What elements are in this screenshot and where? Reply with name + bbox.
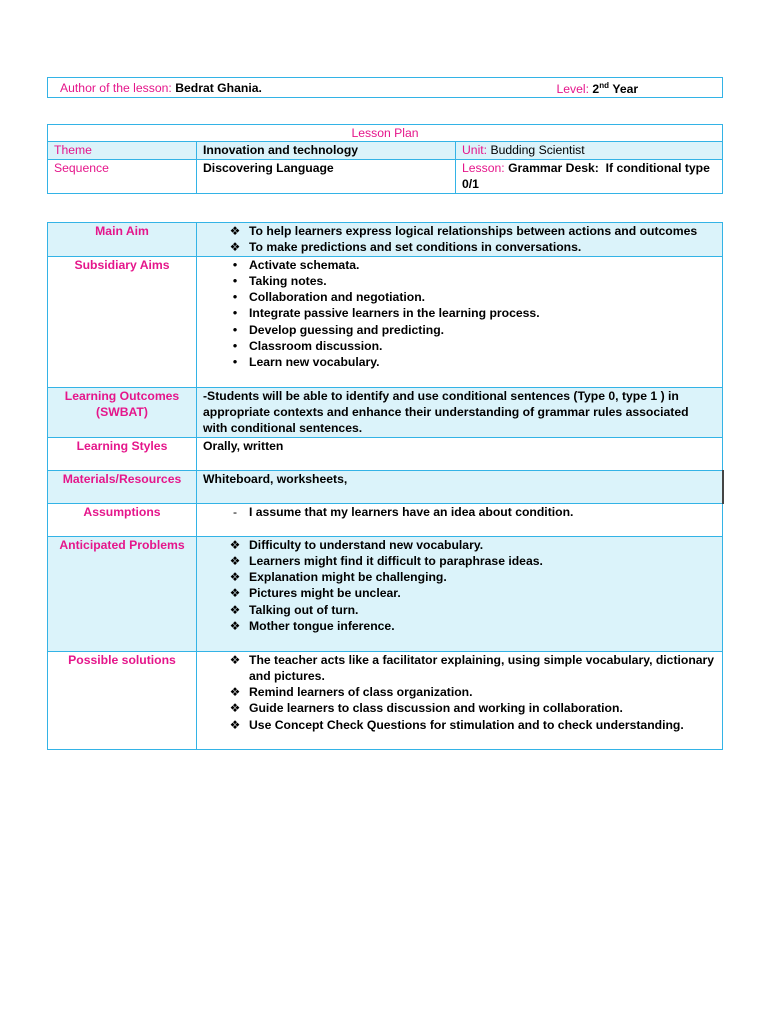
list-item-text: Talking out of turn. [249,602,359,617]
plan-table [47,222,724,750]
assumptions-row [48,503,723,536]
dot-bullet-icon: • [232,354,238,370]
main-aim-list [203,223,716,256]
list-item [203,273,716,289]
list-item-text: Remind learners of class organization. [249,685,473,700]
unit-label: Unit: [462,143,488,158]
learning-styles-row [48,437,723,470]
dot-bullet-icon: • [232,256,238,272]
list-item [203,717,716,733]
list-item-text: Mother tongue inference. [249,619,395,634]
possible-solutions-label: Possible solutions [48,651,197,749]
list-item [203,289,716,305]
diamond-bullet-icon: ❖ [229,553,241,568]
list-item-text: Learn new vocabulary. [249,355,380,370]
author-name: Bedrat Ghania. [175,80,262,95]
list-item-text: Guide learners to class discussion and working in collaboration. [249,701,623,716]
lesson-cell [456,159,723,193]
unit-cell [456,142,723,159]
diamond-bullet-icon: ❖ [229,537,241,552]
list-item-text: Difficulty to understand new vocabulary. [249,537,484,552]
materials-text: Whiteboard, worksheets, [197,470,723,503]
level-label: Level: [556,82,590,97]
list-item-text: Learners might find it difficult to paraphrase ideas. [249,553,543,568]
assumptions-list [203,504,716,520]
unit-value: Budding Scientist [490,143,585,158]
author-cell [48,78,551,98]
header-table [47,77,723,98]
assumption-text: I assume that my learners have an idea about condition. [249,504,574,519]
diamond-bullet-icon: ❖ [229,240,241,255]
level-number: 2 [592,82,600,97]
anticipated-problems-content [197,536,723,651]
lesson-plan-title: Lesson Plan [48,125,723,142]
learning-styles-label: Learning Styles [48,437,197,470]
assumptions-content [197,503,723,536]
dot-bullet-icon: • [232,338,238,354]
list-item [203,537,716,553]
learning-outcomes-label: Learning Outcomes (SWBAT) [48,387,197,437]
diamond-bullet-icon: ❖ [229,619,241,634]
list-item [203,305,716,321]
level-word: Year [612,82,639,97]
theme-label: Theme [48,142,197,159]
list-item-text: Develop guessing and predicting. [249,322,445,337]
learning-outcomes-text: -Students will be able to identify and use conditional sentences (Type 0, type 1 ) in appropriate contexts and enhance their understanding of grammar rules associated with conditional sentences. [197,387,723,437]
list-item-text: Activate schemata. [249,257,360,272]
list-item [203,322,716,338]
diamond-bullet-icon: ❖ [229,570,241,585]
materials-label: Materials/Resources [48,470,197,503]
main-aim-row [48,223,723,257]
list-item [203,354,716,370]
diamond-bullet-icon: ❖ [229,717,241,732]
diamond-bullet-icon: ❖ [229,701,241,716]
list-item [203,700,716,716]
main-aim-label: Main Aim [48,223,197,257]
list-item [203,504,716,520]
dot-bullet-icon: • [232,305,238,321]
list-item [203,652,716,685]
list-item-text: Collaboration and negotiation. [249,290,426,305]
anticipated-problems-row [48,536,723,651]
list-item [203,618,716,634]
list-item [203,338,716,354]
list-item [203,684,716,700]
diamond-bullet-icon: ❖ [229,602,241,617]
diamond-bullet-icon: ❖ [229,224,241,238]
list-item-text: Integrate passive learners in the learning process. [249,306,540,321]
list-item-text: The teacher acts like a facilitator explaining, using simple vocabulary, dictionary and pictures. [249,652,715,683]
list-item-text: To help learners express logical relationships between actions and outcomes [249,224,698,238]
anticipated-problems-list [203,537,716,635]
list-item [203,585,716,601]
assumptions-label: Assumptions [48,503,197,536]
main-aim-content [197,223,723,257]
list-item-text: Use Concept Check Questions for stimulation and to check understanding. [249,717,684,732]
sequence-value: Discovering Language [197,159,456,193]
level-cell [551,78,723,98]
list-item [203,223,716,239]
subsidiary-aims-label: Subsidiary Aims [48,256,197,387]
list-item [203,602,716,618]
subsidiary-aims-list [203,257,716,371]
diamond-bullet-icon: ❖ [229,652,241,667]
possible-solutions-list [203,652,716,733]
lesson-plan-table [47,124,723,194]
diamond-bullet-icon: ❖ [229,685,241,700]
dot-bullet-icon: • [232,272,238,288]
list-item-text: Pictures might be unclear. [249,586,401,601]
author-label: Author of the lesson: [60,80,172,95]
lesson-value: Grammar Desk: If conditional type 0/1 [462,160,714,191]
subsidiary-aims-content [197,256,723,387]
possible-solutions-row [48,651,723,749]
materials-row [48,470,723,503]
list-item [203,569,716,585]
sequence-label: Sequence [48,159,197,193]
list-item-text: Classroom discussion. [249,339,383,354]
list-item [203,239,716,255]
list-item-text: Explanation might be challenging. [249,570,447,585]
learning-outcomes-row [48,387,723,437]
list-item [203,257,716,273]
lesson-label: Lesson: [462,160,505,175]
dot-bullet-icon: • [232,289,238,305]
diamond-bullet-icon: ❖ [229,586,241,601]
subsidiary-aims-row [48,256,723,387]
dot-bullet-icon: • [232,321,238,337]
possible-solutions-content [197,651,723,749]
theme-value: Innovation and technology [197,142,456,159]
list-item [203,553,716,569]
list-item-text: To make predictions and set conditions in conversations. [249,240,582,255]
list-item-text: Taking notes. [249,273,327,288]
anticipated-problems-label: Anticipated Problems [48,536,197,651]
level-suffix: nd [599,81,609,90]
dash-marker: - [232,504,238,519]
learning-styles-text: Orally, written [197,437,723,470]
